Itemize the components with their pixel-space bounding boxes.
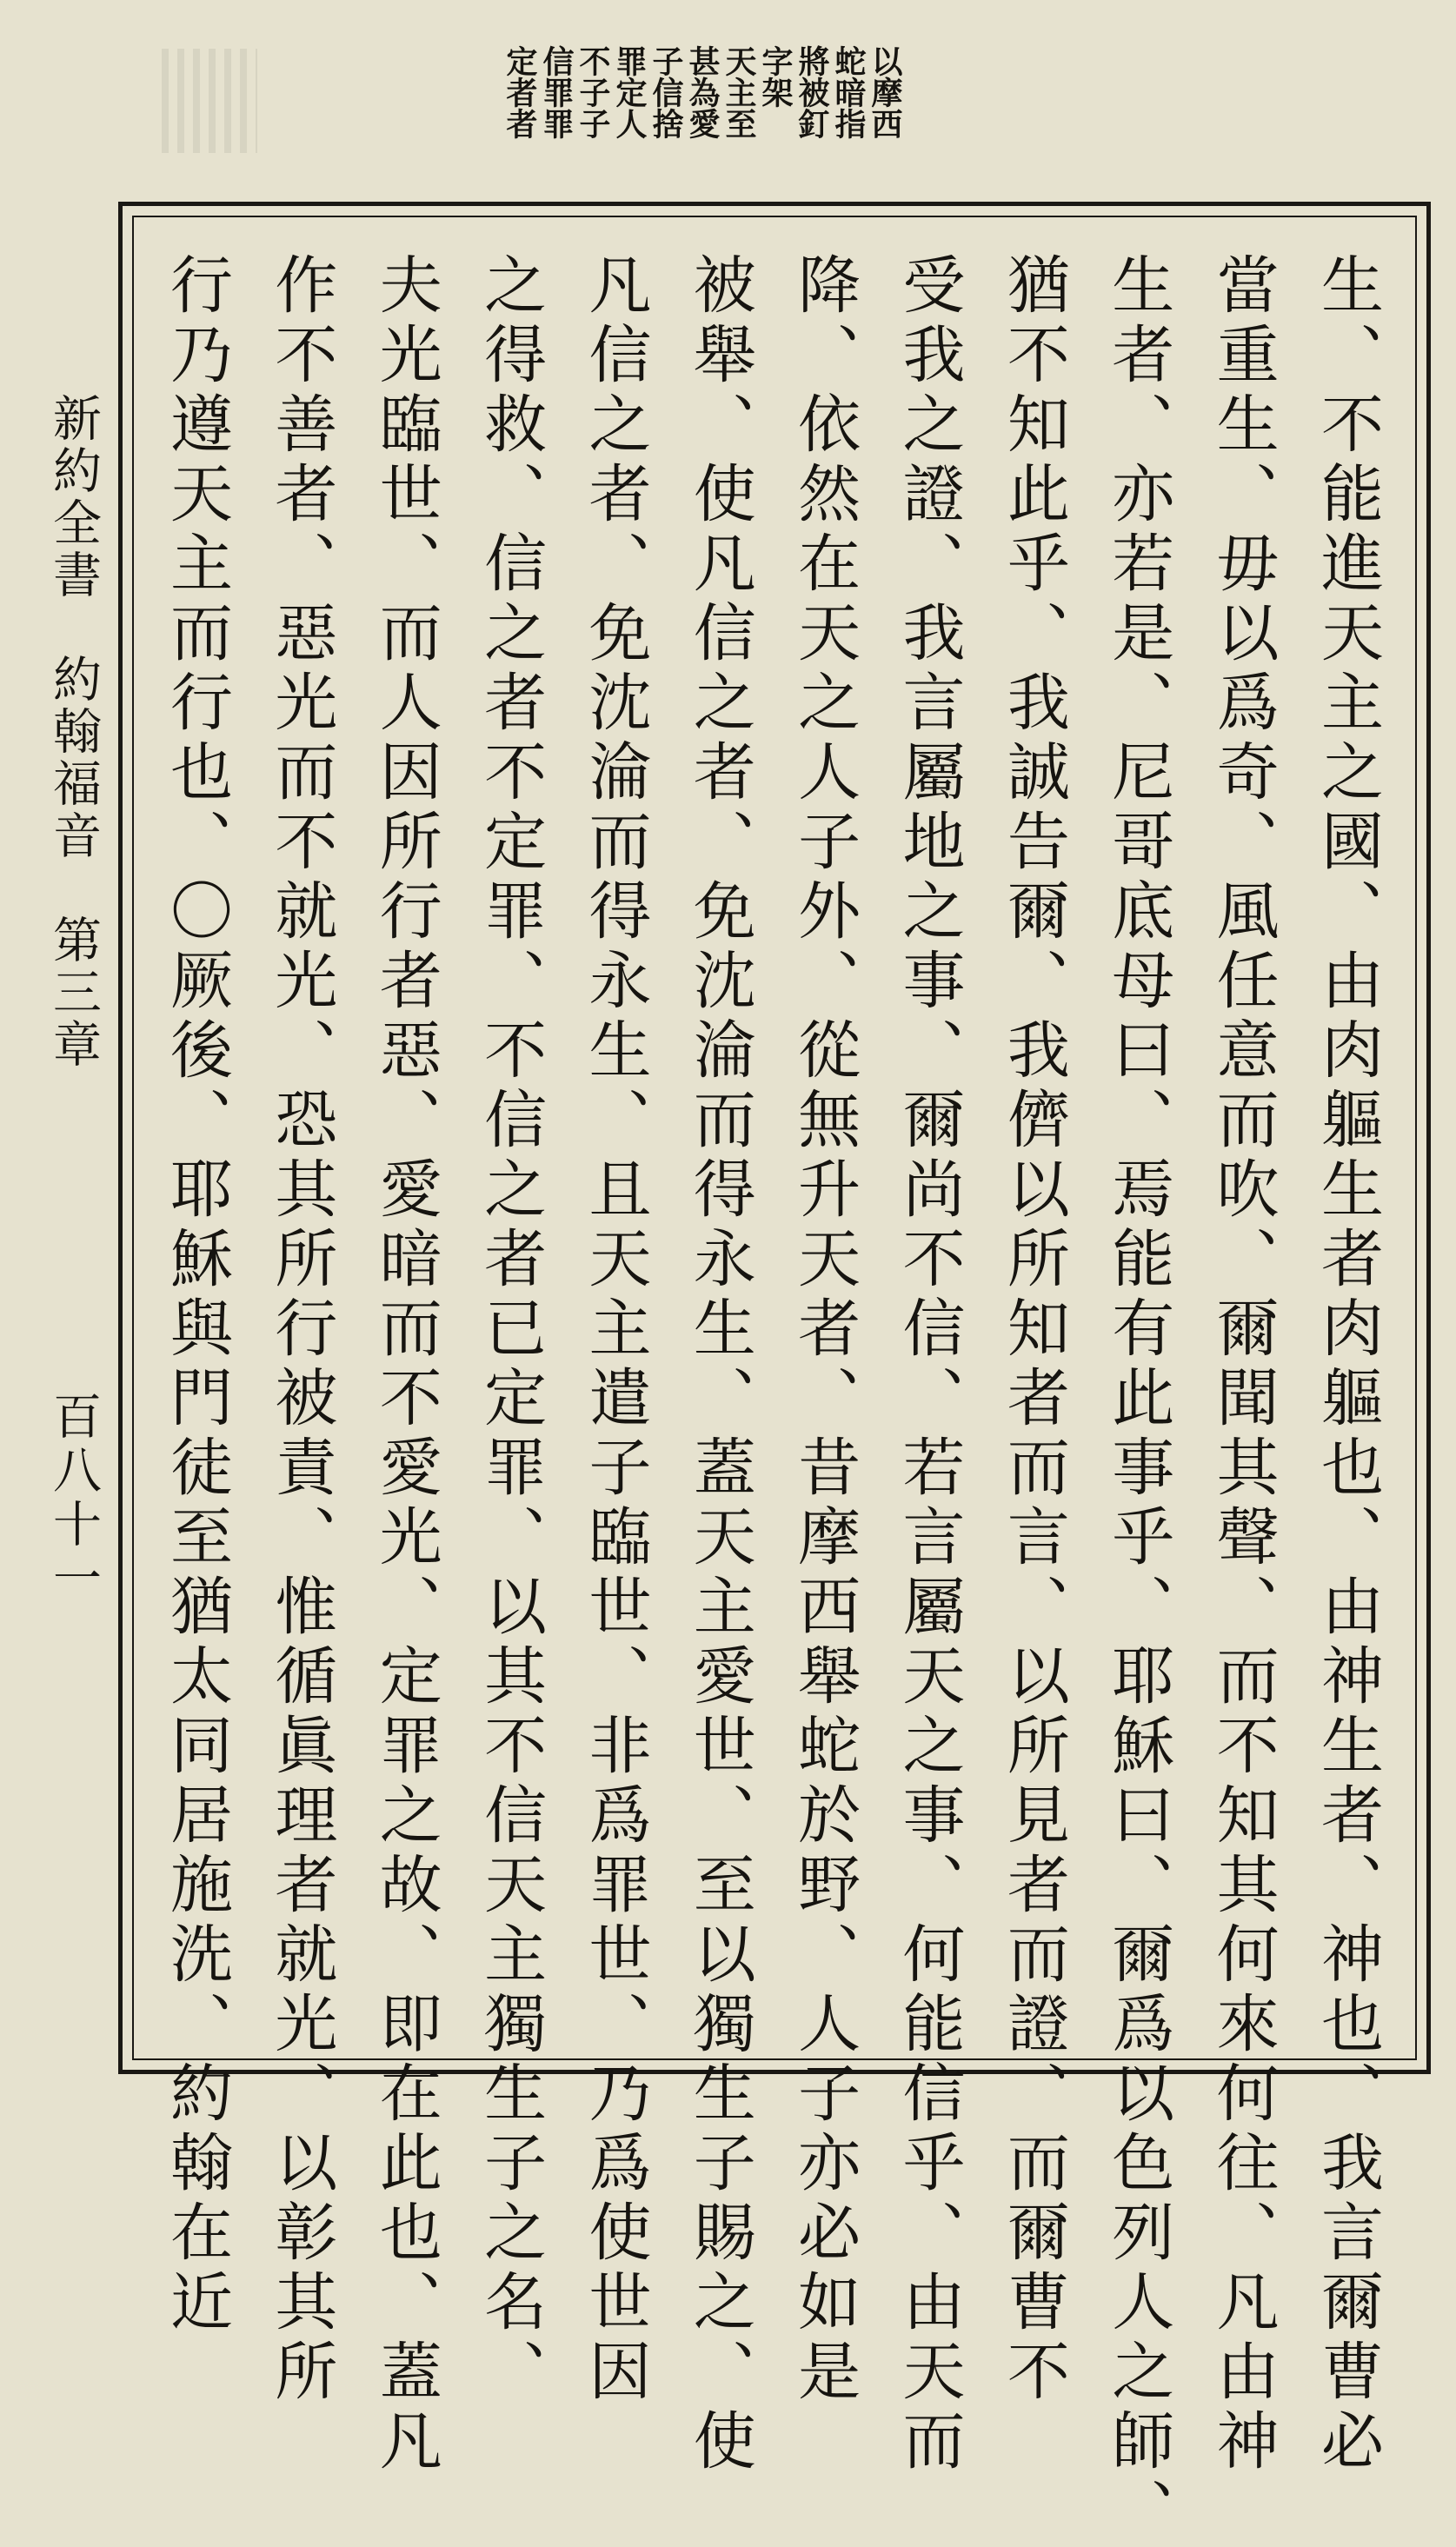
top-note: 字架 — [757, 45, 794, 108]
text-column: 夫光臨世、而人因所行者惡、愛暗而不愛光、定罪之故、即在此也、蓋凡 — [369, 252, 442, 2477]
text-column: 作不善者、惡光而不就光、恐其所行被責、惟循眞理者就光、以彰其所 — [264, 252, 338, 2408]
text-column: 當重生、毋以爲奇、風任意而吹、爾聞其聲、而不知其何來何往、凡由神 — [1206, 252, 1280, 2477]
top-note: 將被釘 — [794, 45, 830, 139]
text-column: 降、依然在天之人子外、從無升天者、昔摩西舉蛇於野、人子亦必如是 — [788, 252, 861, 2408]
text-column: 生者、亦若是、尼哥底母曰、焉能有此事乎、耶穌曰、爾爲以色列人之師、 — [1101, 252, 1175, 2547]
text-column: 生、不能進天主之國、由肉軀生者肉軀也、由神生者、神也、我言爾曹必 — [1310, 252, 1384, 2477]
text-column: 凡信之者、免沈淪而得永生、且天主遣子臨世、非爲罪世、乃爲使世因 — [578, 252, 652, 2408]
text-column: 之得救、信之者不定罪、不信之者已定罪、以其不信天主獨生子之名、 — [474, 252, 548, 2408]
top-marginal-notes — [476, 45, 902, 202]
top-note: 定者者 — [502, 45, 538, 139]
top-note: 信罪罪 — [538, 45, 575, 139]
page-number: 百八十一 — [45, 1391, 102, 1606]
top-note: 蛇暗指 — [830, 45, 867, 139]
top-note: 以摩西 — [867, 45, 903, 139]
text-column: 行乃遵天主而行也、〇厥後、耶穌與門徒至猶太同居施洗、約翰在近 — [160, 252, 233, 2338]
faded-ink-mark — [162, 49, 257, 153]
top-note: 罪定人 — [611, 45, 648, 139]
text-column: 猶不知此乎、我誠告爾、我儕以所知者而言、以所見者而證、而爾曹不 — [996, 252, 1070, 2408]
text-column: 受我之證、我言屬地之事、爾尚不信、若言屬天之事、何能信乎、由天而 — [892, 252, 966, 2477]
top-note: 甚為愛 — [684, 45, 721, 139]
top-note: 天主至 — [721, 45, 757, 139]
text-column: 被舉、使凡信之者、免沈淪而得永生、蓋天主愛世、至以獨生子賜之、使 — [682, 252, 756, 2477]
top-note: 子信捨 — [648, 45, 684, 139]
top-note: 不子子 — [575, 45, 611, 139]
scripture-body — [153, 252, 1399, 2547]
running-header: 新約全書 約翰福音 第三章 — [45, 393, 102, 1071]
